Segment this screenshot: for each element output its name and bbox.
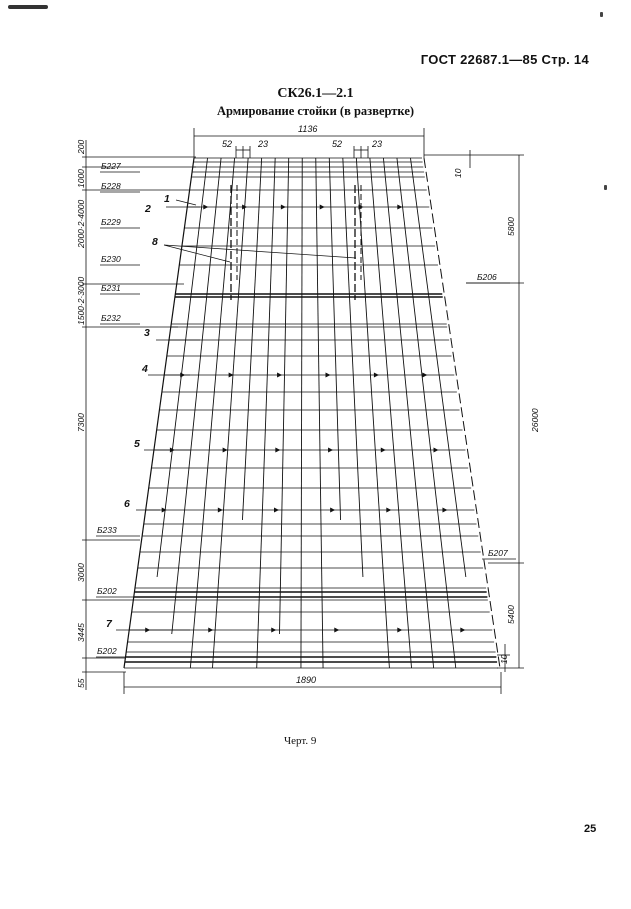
bar-label-b207: Б207 — [488, 548, 508, 558]
dim-left-2x4000: 2000·2·4000 — [76, 199, 86, 248]
reinforcement-mesh — [124, 158, 500, 668]
callout-2: 2 — [145, 203, 151, 215]
arrow-icon — [460, 628, 465, 633]
bar-label-b227: Б227 — [101, 161, 121, 171]
arrow-icon — [274, 508, 279, 513]
bar-label-b228: Б228 — [101, 181, 121, 191]
mesh-bar — [329, 158, 340, 520]
arrow-icon — [162, 508, 167, 513]
dim-right-26000: 26000 — [530, 408, 540, 432]
dim-right-5400: 5400 — [506, 605, 516, 624]
mesh-bar — [343, 158, 363, 577]
callout-1: 1 — [164, 193, 170, 205]
page-number: 25 — [584, 823, 597, 835]
drawing-caption: Черт. 9 — [284, 735, 317, 747]
arrow-icon — [203, 205, 208, 210]
callout-3: 3 — [144, 327, 150, 339]
arrow-icon — [334, 628, 339, 633]
bar-label-b202-bottom: Б202 — [97, 646, 117, 656]
dim-52-right: 52 — [332, 139, 343, 149]
drawing-mark: СК26.1—2.1 — [277, 86, 354, 101]
dim-bottom-width: 1890 — [296, 675, 317, 685]
callout-6: 6 — [124, 498, 130, 510]
standard-header: ГОСТ 22687.1—85 Стр. 14 — [420, 52, 589, 67]
arrow-icon — [422, 373, 427, 378]
mesh-bar — [279, 158, 288, 634]
arrow-icon — [271, 628, 276, 633]
bar-label-b233: Б233 — [97, 525, 117, 535]
arrow-icon — [275, 448, 280, 453]
arrow-icon — [386, 508, 391, 513]
dim-left-3445: 3445 — [76, 623, 86, 642]
dim-right-bottom-10: 10 — [499, 654, 509, 664]
arrow-icon — [381, 448, 386, 453]
arrow-icon — [223, 448, 228, 453]
arrow-icon — [397, 205, 402, 210]
dim-left-1500: 1500·2·3000 — [76, 276, 86, 325]
callout-7: 7 — [106, 618, 112, 630]
bar-label-b231: Б231 — [101, 283, 121, 293]
dim-right-5800: 5800 — [506, 217, 516, 236]
callout-4: 4 — [142, 363, 148, 375]
mesh-bar — [242, 158, 261, 520]
dim-23-left: 23 — [258, 139, 269, 149]
dim-left-200: 200 — [76, 139, 86, 154]
bar-label-b206: Б206 — [477, 272, 497, 282]
dim-left-55: 55 — [76, 678, 86, 688]
arrow-icon — [281, 205, 286, 210]
bar-label-b230: Б230 — [101, 254, 121, 264]
arrow-icon — [277, 373, 282, 378]
arrow-icon — [374, 373, 379, 378]
bar-label-b232: Б232 — [101, 313, 121, 323]
callout-5: 5 — [134, 438, 140, 450]
arrow-icon — [442, 508, 447, 513]
bar-label-b202-top: Б202 — [97, 586, 117, 596]
arrow-icon — [328, 448, 333, 453]
drawing-title: Армирование стойки (в развертке) — [216, 104, 415, 118]
arrow-icon — [208, 628, 213, 633]
dim-top-width: 1136 — [298, 124, 318, 134]
arrow-icon — [325, 373, 330, 378]
dim-left-3000: 3000 — [76, 563, 86, 582]
arrow-icon — [320, 205, 325, 210]
dim-left-1000: 1000 — [76, 169, 86, 188]
bar-label-b229: Б229 — [101, 217, 121, 227]
callout-8: 8 — [152, 236, 158, 248]
arrow-icon — [330, 508, 335, 513]
arrow-icon — [434, 448, 439, 453]
arrow-icon — [218, 508, 223, 513]
dim-52-left: 52 — [222, 139, 233, 149]
arrow-icon — [397, 628, 402, 633]
dim-left-7300: 7300 — [76, 413, 86, 432]
dim-right-top-10: 10 — [453, 168, 463, 178]
dim-23-right: 23 — [372, 139, 383, 149]
